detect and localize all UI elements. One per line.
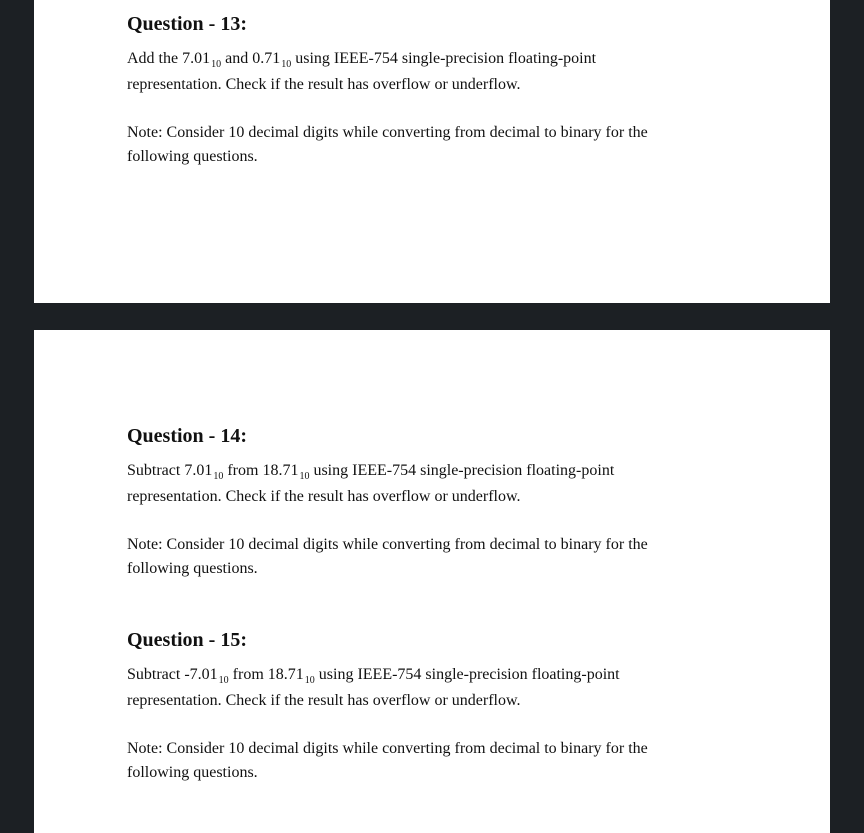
text-segment: from bbox=[228, 666, 268, 683]
number-value: 0.71 bbox=[252, 50, 281, 67]
question-15-note bbox=[127, 737, 787, 785]
number-value: 7.01 bbox=[184, 462, 213, 479]
question-13-body-line2: representation. Check if the result has overflow or underflow. bbox=[127, 76, 521, 93]
question-15 bbox=[127, 628, 787, 785]
note-line: following questions. bbox=[127, 148, 258, 165]
number-value: 18.71 bbox=[262, 462, 299, 479]
base-subscript: 10 bbox=[304, 675, 315, 686]
note-line: Note: Consider 10 decimal digits while converting from decimal to binary for the bbox=[127, 740, 648, 757]
question-15-body-line1 bbox=[127, 663, 787, 689]
document-page-top bbox=[34, 0, 830, 303]
question-13-body-line1 bbox=[127, 47, 787, 73]
question-13-title: Question - 13: bbox=[127, 13, 247, 35]
question-15-body-line2: representation. Check if the result has overflow or underflow. bbox=[127, 692, 521, 709]
question-14-note bbox=[127, 533, 787, 581]
document-page-bottom bbox=[34, 330, 830, 833]
question-14-body bbox=[127, 459, 787, 509]
question-15-body bbox=[127, 663, 787, 713]
number-value: 7.01 bbox=[182, 50, 211, 67]
question-15-title: Question - 15: bbox=[127, 629, 247, 651]
text-segment: Subtract bbox=[127, 462, 185, 479]
note-line: Note: Consider 10 decimal digits while converting from decimal to binary for the bbox=[127, 536, 648, 553]
number-value: 18.71 bbox=[267, 666, 304, 683]
question-14-body-line1 bbox=[127, 459, 787, 485]
text-segment: Subtract bbox=[127, 666, 185, 683]
question-13-note bbox=[127, 121, 787, 169]
note-line: Note: Consider 10 decimal digits while converting from decimal to binary for the bbox=[127, 124, 648, 141]
text-segment: using IEEE-754 single-precision floating-point bbox=[309, 462, 615, 479]
base-subscript: 10 bbox=[211, 59, 222, 70]
number-value: -7.01 bbox=[184, 666, 218, 683]
text-segment: from bbox=[223, 462, 263, 479]
text-segment: using IEEE-754 single-precision floating-point bbox=[314, 666, 620, 683]
question-14 bbox=[127, 424, 787, 581]
note-line: following questions. bbox=[127, 560, 258, 577]
question-13-body bbox=[127, 47, 787, 97]
text-segment: Add the bbox=[127, 50, 183, 67]
base-subscript: 10 bbox=[218, 675, 229, 686]
question-14-title: Question - 14: bbox=[127, 425, 247, 447]
note-line: following questions. bbox=[127, 764, 258, 781]
question-13 bbox=[127, 12, 787, 169]
question-14-body-line2: representation. Check if the result has overflow or underflow. bbox=[127, 488, 521, 505]
base-subscript: 10 bbox=[213, 471, 224, 482]
base-subscript: 10 bbox=[299, 471, 310, 482]
base-subscript: 10 bbox=[281, 59, 292, 70]
text-segment: using IEEE-754 single-precision floating-point bbox=[291, 50, 597, 67]
text-segment: and bbox=[221, 50, 253, 67]
